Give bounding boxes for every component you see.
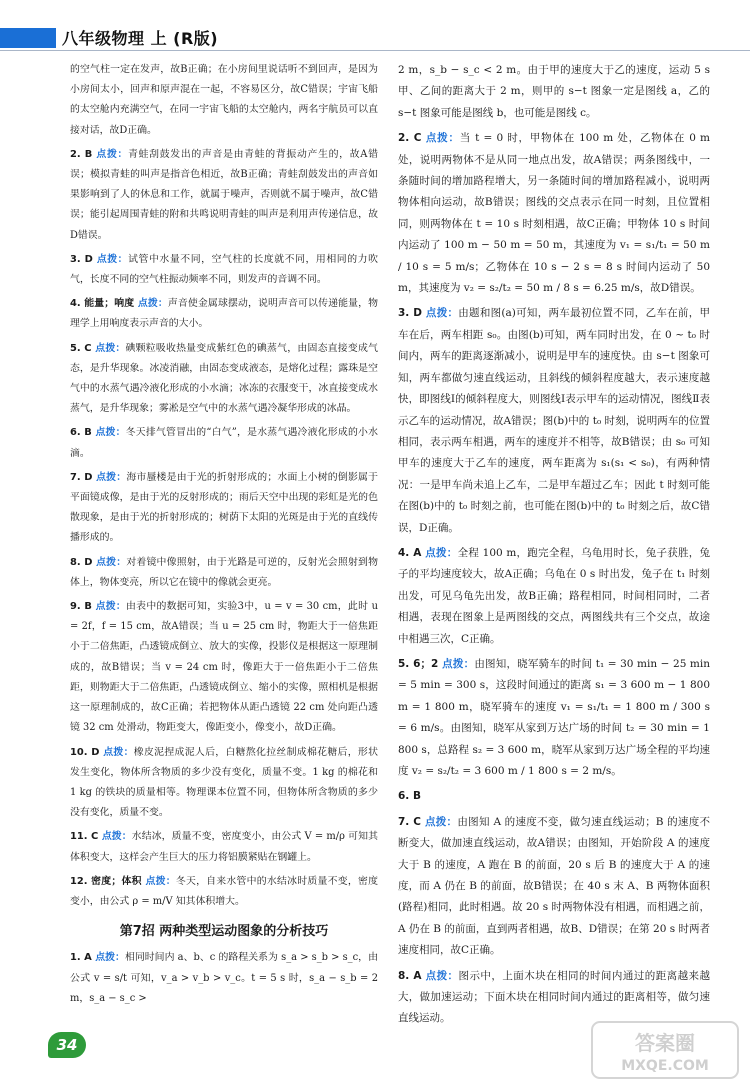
page-number: 34 <box>48 1032 86 1058</box>
answer-number: 7. C <box>398 815 425 828</box>
answer-text: 图示中，上面木块在相同的时间内通过的距离越来越大，做加速运动；下面木块在相同时间内通过的距离相等，做匀速直线运动。 <box>398 969 711 1025</box>
answer-number: 9. B <box>70 601 96 613</box>
answer-text: 相同时间内 a、b、c 的路程关系为 s_a > s_b > s_c，由公式 v = s/t 可知，v_a > v_b > v_c。t = 5 s 时，s_a − s_b = 2 m，s_a − s_c > <box>70 952 378 1004</box>
answer-number: 7. D <box>70 471 97 483</box>
answer-text: 碘颗粒吸收热量变成紫红色的碘蒸气，由固态直接变成气态，是升华现象。冰凌消融，由固态变成液态，是熔化过程；露珠是空气中的水蒸气遇冷液化形成的小水滴；冰冻的衣服变干，冰直接变成水蒸气，是升华现象；雾凇是空气中的水蒸气遇冷凝华形成的冰晶。 <box>70 342 378 415</box>
hint-tag: 点拨： <box>425 969 459 982</box>
hint-tag: 点拨： <box>424 815 458 828</box>
answer-number: 12. 密度；体积 <box>70 875 146 887</box>
answer-item <box>70 60 378 141</box>
answer-number: 3. D <box>70 253 97 265</box>
answer-item <box>70 250 378 290</box>
svg-text:MXQE.COM: MXQE.COM <box>621 1058 709 1074</box>
answer-number: 8. D <box>70 556 97 568</box>
header-divider <box>0 50 750 51</box>
answer-item <box>398 786 710 807</box>
answer-number: 3. D <box>398 307 426 320</box>
left-column <box>70 60 378 1013</box>
svg-text:答案圈: 答案圈 <box>635 1031 695 1055</box>
hint-tag: 点拨： <box>96 253 129 265</box>
answer-item <box>398 812 710 962</box>
answer-number: 10. D <box>70 746 104 758</box>
answer-item <box>70 872 378 912</box>
answer-text: 海市蜃楼是由于光的折射形成的；水面上小树的倒影属于平面镜成像，是由于光的反射形成的；雨后天空中出现的彩虹是光的色散现象，是由于光的折射形成的；树荫下太阳的光斑是由于光的直线传播形成的。 <box>70 471 378 544</box>
hint-tag: 点拨： <box>425 546 458 559</box>
answer-text: 冬天，自来水管中的水结冰时质量不变，密度变小，由公式 ρ = m/V 知其体积增大。 <box>70 875 378 907</box>
hint-tag: 点拨： <box>425 307 459 320</box>
hint-tag: 点拨： <box>145 875 176 887</box>
hint-tag: 点拨： <box>137 298 168 310</box>
answer-number: 6. B <box>398 790 421 803</box>
answer-number: 2. B <box>70 148 97 160</box>
answer-item <box>70 423 378 463</box>
answer-number: 5. 6；2 <box>398 657 443 670</box>
watermark-logo <box>590 1018 740 1082</box>
answer-item <box>70 145 378 246</box>
answer-number: 4. A <box>398 546 426 559</box>
answer-number: 6. B <box>70 427 96 439</box>
right-column <box>398 60 710 1034</box>
hint-tag: 点拨： <box>95 601 127 613</box>
answer-text: 全程 100 m，跑完全程，乌龟用时长，兔子获胜，兔子的平均速度较大，故A正确；乌龟在 0 s 时出发，兔子在 t₁ 时刻出发，可见乌龟先出发，故B正确；路程相同，时间相同时，二者相遇，表现在图象上是两图线的交点，两图线共有三个交点，故途中相遇三次，C正确。 <box>398 546 711 645</box>
hint-tag: 点拨： <box>95 427 126 439</box>
hint-tag: 点拨： <box>96 556 127 568</box>
answer-number: 8. A <box>398 969 426 982</box>
answer-item <box>398 654 710 782</box>
answer-number: 11. C <box>70 831 102 843</box>
answer-text: 橡皮泥捏成泥人后，白糖熬化拉丝制成棉花糖后，形状发生变化，物体所含物质的多少没有变化，质量不变。1 kg 的棉花和 1 kg 的铁块的质量相等。物理课本位置不同，但物体所含物质的多少没有变化，质量不变。 <box>70 746 378 819</box>
hint-tag: 点拨： <box>101 831 132 843</box>
answer-text: 对着镜中像照射，由于光路是可逆的，反射光会照射到物体上，物体变亮，所以它在镜中的像就会更亮。 <box>70 556 378 588</box>
answer-item <box>70 294 378 334</box>
answer-item <box>398 60 710 124</box>
hint-tag: 点拨： <box>96 471 127 483</box>
answer-item <box>70 597 378 738</box>
answer-text: 冬天排气管冒出的“白气”，是水蒸气遇冷液化形成的小水滴。 <box>70 427 378 459</box>
answer-number: 5. C <box>70 342 96 354</box>
answer-item <box>70 468 378 549</box>
hint-tag: 点拨： <box>96 148 129 160</box>
answer-item <box>398 303 710 538</box>
answer-text: 由表中的数据可知，实验3中，u = v = 30 cm，此时 u = 2f，f = 15 cm，故A错误；当 u = 25 cm 时，物距大于一倍焦距小于二倍焦距，凸透镜成倒立、放大的实像，投影仪是根据这一原理制成的，故B错误；当 v = 24 cm 时，像距大于一倍焦距小于二倍焦距，则物距大于二倍焦距，凸透镜成倒立、缩小的实像，照相机是根据这一原理制成的，故C正确；若把物体从距凸透镜 22 cm 处向距凸透镜 32 cm 处滑动，物距变大，像距变小，像变小，故D正确。 <box>70 601 378 734</box>
answer-text: 由题和图(a)可知，两车最初位置不同，乙车在前，甲车在后，两车相距 s₀。由图(b)可知，两车同时出发，在 0 ~ t₀ 时间内，两车的距离逐渐减小，说明是甲车的速度快。由 s−t 图象可知，两车都做匀速直线运动，且斜线的倾斜程度越大，表示速度越快，即图线Ⅰ的倾斜程度大，则图线Ⅰ表示甲车的运动情况，图线Ⅱ表示乙车的运动情况，故A错误；图(b)中的 t₀ 时刻，说明两车的位置相同，表示两车相遇，两车的速度并不相等，故B错误；由 s₀ 可知甲车的速度大于乙车的速度，两车距离为 s₁(s₁ < s₀)，有两种情况：一是甲车尚未追上乙车，二是甲车超过乙车；因此 t 时刻可能在图(b)中的 t₀ 时刻之前，也可能在图(b)中的 t₀ 时刻之后，故C错误，D正确。 <box>398 307 711 534</box>
answer-number: 1. A <box>70 952 96 964</box>
answer-text: 试管中水量不同，空气柱的长度就不同，用相同的力吹气，长度不同的空气柱振动频率不同，则发声的音调不同。 <box>70 253 378 286</box>
answer-text: 由图知 A 的速度不变，做匀速直线运动；B 的速度不断变大，做加速直线运动，故A错误；由图知，开始阶段 A 的速度大于 B 的速度，A 跑在 B 的前面，20 s 后 B 的速度大于 A 的速度，而 A 仍在 B 的前面，故B错误；在 40 s 末 A、B 两物体面积(路程)相同，此时相遇。故 20 s 时两物体没有相遇，而相遇之前，A 仍在 B 的前面，直到两者相遇，故B、D错误；在第 20 s 时两者速度相同，故C正确。 <box>398 815 711 957</box>
answer-item <box>70 553 378 593</box>
answer-item <box>70 339 378 420</box>
hint-tag: 点拨： <box>95 952 125 964</box>
answer-text: 当 t = 0 时，甲物体在 100 m 处，乙物体在 0 m 处，说明两物体不是从同一地点出发，故A错误；两条图线中，一条随时间的增加路程增大，另一条随时间的增加路程减小，说明两物体相向运动，故B错误；图线的交点表示在同一时刻，且位置相同，则两物体在 t = 10 s 时刻相遇，故C正确；甲物体 10 s 时间内运动了 100 m − 50 m = 50 m，其速度为 v₁ = s₁/t₁ = 50 m / 10 s = 5 m/s；乙物体在 10 s − 2 s = 8 s 时间内运动了 50 m，其速度为 v₂ = s₂/t₂ = 50 m / 8 s = 6.25 m/s，故D错误。 <box>398 132 711 295</box>
answer-item <box>398 543 710 650</box>
answer-number: 2. C <box>398 132 426 145</box>
answer-text: 水结冰，质量不变，密度变小，由公式 V = m/ρ 可知其体积变大，这样会产生巨大的压力将铝膜紧贴在钢罐上。 <box>70 831 378 863</box>
hint-tag: 点拨： <box>103 746 134 758</box>
answer-item <box>398 128 710 299</box>
hint-tag: 点拨： <box>442 657 475 670</box>
section-title: 第7招 两种类型运动图象的分析技巧 <box>119 924 329 940</box>
answer-text: 的空气柱一定在发声，故B正确；在小房间里说话听不到回声，是因为小房间太小，回声和原声混在一起，不容易区分，故C错误；宇宙飞船的太空舱内充满空气，在同一宇宙飞船的太空舱内，两名宇航员可以直接对话，故D正确。 <box>70 64 378 136</box>
answer-number: 4. 能量；响度 <box>70 298 138 310</box>
answer-text: 由图知，晓军骑车的时间 t₁ = 30 min − 25 min = 5 min = 300 s，这段时间通过的距离 s₁ = 3 600 m − 1 800 m = 1 800 m，晓军骑车的速度 v₁ = s₁/t₁ = 1 800 m / 300 s = 6 m/s。由图知，晓军从家到万达广场的时间 t₂ = 30 min = 1 800 s，总路程 s₂ = 3 600 m，晓军从家到万达广场全程的平均速度 v₂ = s₂/t₂ = 3 600 m / 1 800 s = 2 m/s。 <box>398 657 711 777</box>
book-title: 八年级物理 上 (R版) <box>62 29 219 48</box>
hint-tag: 点拨： <box>95 342 126 354</box>
answer-text: 青蛙刮鼓发出的声音是由青蛙的背振动产生的，故A错误；模拟青蛙的叫声是指音色相近，故B正确；青蛙刮鼓发出的声音如果影响到了人的休息和工作，就属于噪声，否则就不属于噪声，故C错误；能引起周围青蛙的附和共鸣说明青蛙的叫声是利用声传递信息，故D错误。 <box>70 148 378 241</box>
answer-item <box>70 948 378 1009</box>
answer-item <box>70 827 378 867</box>
answer-item <box>70 743 378 824</box>
page-header <box>0 0 750 56</box>
answer-text: 声音使金属球摆动，说明声音可以传递能量，物理学上用响度表示声音的大小。 <box>70 298 378 330</box>
hint-tag: 点拨： <box>425 132 460 145</box>
header-accent-bar <box>0 28 56 48</box>
answer-text: 2 m，s_b − s_c < 2 m。由于甲的速度大于乙的速度，运动 5 s 甲、乙间的距离大于 2 m，则甲的 s−t 图象一定是图线 a，乙的 s−t 图象可能是图线 b，也可能是图线 c。 <box>398 64 710 119</box>
